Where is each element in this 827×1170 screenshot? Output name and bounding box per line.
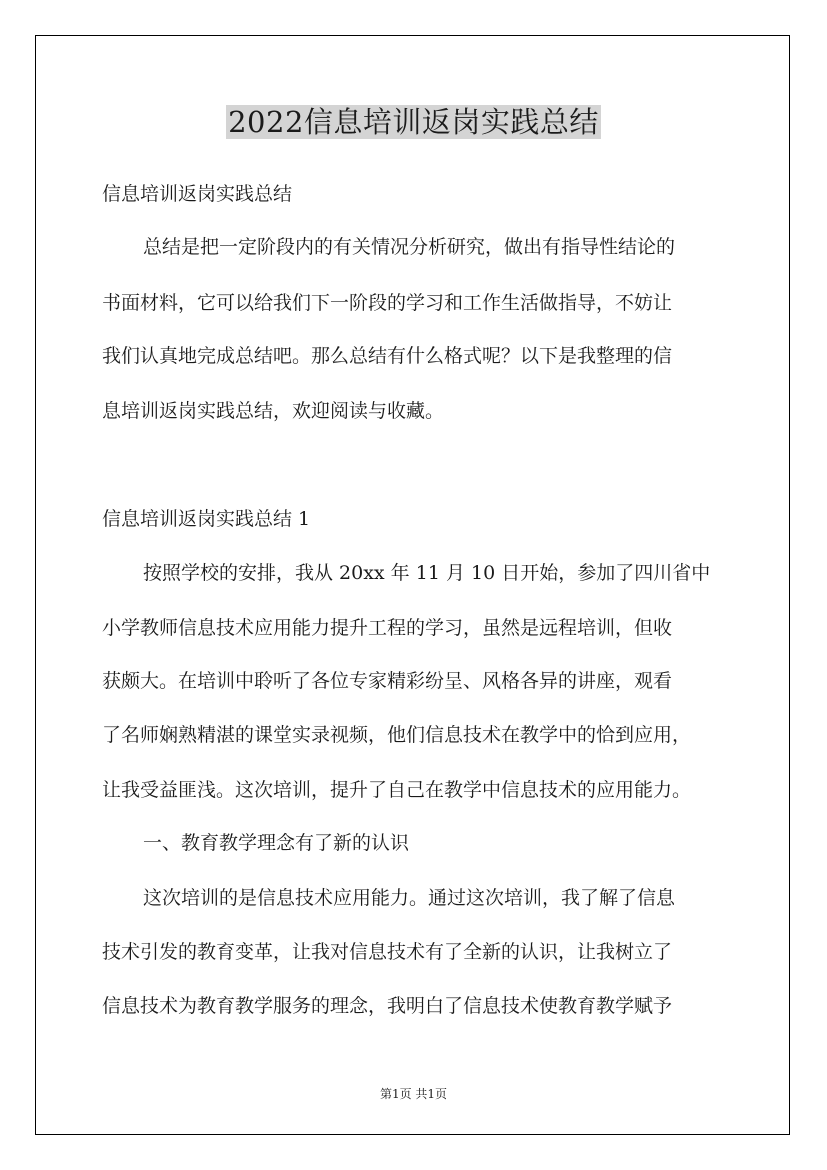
section1-line: 获颇大。在培训中聆听了各位专家精彩纷呈、风格各异的讲座，观看 (102, 670, 673, 692)
page-number-footer: 第1页 共1页 (379, 1087, 448, 1101)
section1-line: 了名师娴熟精湛的课堂实录视频，他们信息技术在教学中的恰到应用， (102, 724, 692, 746)
intro-line: 息培训返岗实践总结，欢迎阅读与收藏。 (102, 400, 445, 422)
document-title: 2022信息培训返岗实践总结 (228, 105, 599, 139)
section2-line: 技术引发的教育变革，让我对信息技术有了全新的认识，让我树立了 (102, 941, 673, 963)
section1-line: 按照学校的安排，我从 20xx 年 11 月 10 日开始，参加了四川省中 (143, 562, 711, 584)
subheading: 一、教育教学理念有了新的认识 (143, 832, 410, 854)
section-heading: 信息培训返岗实践总结 1 (102, 508, 311, 530)
section2-line: 这次培训的是信息技术应用能力。通过这次培训，我了解了信息 (143, 887, 676, 909)
document-subtitle: 信息培训返岗实践总结 (102, 183, 293, 205)
section1-line: 小学教师信息技术应用能力提升工程的学习，虽然是远程培训，但收 (102, 617, 673, 639)
intro-line: 总结是把一定阶段内的有关情况分析研究，做出有指导性结论的 (143, 236, 676, 258)
document-title-wrapper (0, 100, 827, 144)
intro-line: 书面材料，它可以给我们下一阶段的学习和工作生活做指导，不妨让 (102, 292, 673, 314)
section2-line: 信息技术为教育教学服务的理念，我明白了信息技术使教育教学赋予 (102, 995, 673, 1017)
intro-line: 我们认真地完成总结吧。那么总结有什么格式呢？以下是我整理的信 (102, 345, 673, 367)
section1-line: 让我受益匪浅。这次培训，提升了自己在教学中信息技术的应用能力。 (102, 779, 692, 801)
